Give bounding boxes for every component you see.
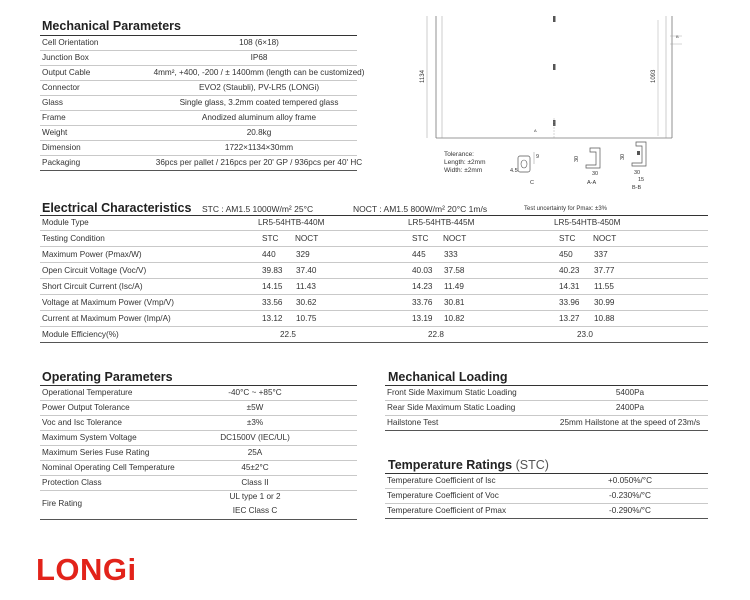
mechanical-label: Weight bbox=[42, 128, 68, 137]
operating-label: Voc and Isc Tolerance bbox=[42, 418, 122, 427]
electrical-label: Short Circuit Current (Isc/A) bbox=[42, 282, 143, 291]
electrical-row bbox=[40, 248, 708, 263]
mechanical-value: 20.8kg bbox=[246, 128, 272, 137]
mechanical-label: Frame bbox=[42, 113, 66, 122]
operating-label: Maximum System Voltage bbox=[42, 433, 137, 442]
dim-15: 15 bbox=[638, 177, 645, 183]
loading-title: Mechanical Loading bbox=[388, 370, 508, 384]
operating-row bbox=[40, 416, 357, 431]
noct-condition: NOCT : AM1.5 800W/m² 20°C 1m/s bbox=[353, 204, 488, 214]
mechanical-row bbox=[40, 81, 357, 96]
temperature-title-suffix: (STC) bbox=[515, 458, 549, 472]
operating-value: ±3% bbox=[246, 418, 264, 427]
electrical-value: 445 bbox=[412, 250, 426, 259]
longi-logo: LONGi bbox=[36, 552, 137, 587]
operating-row bbox=[40, 476, 357, 491]
mechanical-row bbox=[40, 141, 357, 156]
electrical-value: 10.75 bbox=[296, 314, 317, 323]
mechanical-row bbox=[40, 111, 357, 126]
electrical-label: Current at Maximum Power (Imp/A) bbox=[42, 314, 171, 323]
loading-row bbox=[385, 416, 708, 431]
detail-c bbox=[510, 152, 539, 186]
stc-header-1: STC bbox=[262, 234, 279, 243]
module-dimension-drawing bbox=[410, 8, 710, 193]
model-450: LR5-54HTB-450M bbox=[554, 218, 621, 227]
mechanical-value: 108 (6×18) bbox=[239, 38, 279, 47]
efficiency-445: 22.8 bbox=[428, 330, 444, 339]
mechanical-label: Glass bbox=[42, 98, 63, 107]
electrical-value: 11.43 bbox=[296, 282, 316, 291]
electrical-value: 14.31 bbox=[559, 282, 580, 291]
electrical-label: Voltage at Maximum Power (Vmp/V) bbox=[42, 298, 174, 307]
section-mark-a: A bbox=[534, 128, 537, 133]
mechanical-label: Cell Orientation bbox=[42, 38, 99, 47]
mechanical-value: 1722×1134×30mm bbox=[224, 143, 294, 152]
temperature-label: Temperature Coefficient of Pmax bbox=[387, 506, 507, 515]
temperature-row bbox=[385, 489, 708, 504]
electrical-label: Maximum Power (Pmax/W) bbox=[42, 250, 142, 259]
loading-label: Front Side Maximum Static Loading bbox=[387, 388, 517, 397]
mechanical-label: Connector bbox=[42, 83, 80, 92]
mount-hole bbox=[553, 64, 556, 70]
temperature-label: Temperature Coefficient of Voc bbox=[387, 491, 499, 500]
noct-header-3: NOCT bbox=[593, 234, 617, 243]
electrical-value: 40.23 bbox=[559, 266, 580, 275]
mechanical-row bbox=[40, 51, 357, 66]
temperature-value: -0.230%/°C bbox=[609, 491, 651, 500]
temperature-row bbox=[385, 474, 708, 489]
electrical-value: 39.83 bbox=[262, 266, 283, 275]
label-aa: A-A bbox=[587, 180, 597, 186]
operating-label: Power Output Tolerance bbox=[42, 403, 130, 412]
electrical-value: 11.49 bbox=[444, 282, 464, 291]
mechanical-row bbox=[40, 96, 357, 111]
tolerance-title: Tolerance: bbox=[444, 151, 474, 158]
electrical-label: Open Circuit Voltage (Voc/V) bbox=[42, 266, 147, 275]
temperature-value: -0.290%/°C bbox=[609, 506, 651, 515]
electrical-value: 11.55 bbox=[594, 282, 614, 291]
operating-value: -40°C ~ +85°C bbox=[228, 388, 282, 397]
section-bb bbox=[620, 142, 646, 191]
electrical-value: 13.27 bbox=[559, 314, 580, 323]
electrical-value: 13.12 bbox=[262, 314, 283, 323]
electrical-value: 33.76 bbox=[412, 298, 433, 307]
electrical-value: 37.58 bbox=[444, 266, 465, 275]
mechanical-value: Single glass, 3.2mm coated tempered glass bbox=[179, 98, 339, 107]
operating-label: Nominal Operating Cell Temperature bbox=[42, 463, 175, 472]
temperature-title-text: Temperature Ratings bbox=[388, 458, 513, 472]
operating-title: Operating Parameters bbox=[42, 370, 173, 384]
mount-hole bbox=[553, 120, 556, 126]
electrical-value: 40.03 bbox=[412, 266, 433, 275]
electrical-value: 30.62 bbox=[296, 298, 317, 307]
mechanical-value: Anodized aluminum alloy frame bbox=[201, 113, 317, 122]
electrical-value: 37.77 bbox=[594, 266, 615, 275]
tolerance-length: Length: ±2mm bbox=[444, 159, 486, 166]
tolerance-width: Width: ±2mm bbox=[444, 167, 483, 174]
temperature-value: +0.050%/°C bbox=[607, 476, 652, 485]
mechanical-label: Output Cable bbox=[42, 68, 91, 77]
mechanical-label: Junction Box bbox=[42, 53, 89, 62]
loading-value: 5400Pa bbox=[615, 388, 645, 397]
mechanical-label: Packaging bbox=[42, 158, 81, 167]
mechanical-row bbox=[40, 36, 357, 51]
mount-hole bbox=[553, 16, 556, 22]
section-aa bbox=[574, 148, 600, 186]
loading-value: 2400Pa bbox=[615, 403, 645, 412]
module-drawing bbox=[410, 8, 710, 193]
dim-height: 1134 bbox=[420, 70, 426, 83]
electrical-row bbox=[40, 296, 708, 311]
loading-row bbox=[385, 401, 708, 416]
model-440: LR5-54HTB-440M bbox=[258, 218, 325, 227]
operating-row bbox=[40, 401, 357, 416]
loading-value: 25mm Hailstone at the speed of 23m/s bbox=[559, 418, 701, 427]
dim-9: 9 bbox=[536, 154, 540, 160]
fire-rating-label: Fire Rating bbox=[42, 499, 83, 508]
fire-rating-row bbox=[40, 490, 357, 520]
mechanical-value: EVO2 (Staubli), PV-LR5 (LONGi) bbox=[198, 83, 320, 92]
electrical-value: 30.81 bbox=[444, 298, 465, 307]
noct-header-1: NOCT bbox=[295, 234, 319, 243]
electrical-value: 337 bbox=[594, 250, 608, 259]
operating-label: Protection Class bbox=[42, 478, 102, 487]
test-uncertainty: Test uncertainty for Pmax: ±3% bbox=[524, 206, 607, 212]
electrical-row bbox=[40, 280, 708, 295]
temperature-title bbox=[388, 458, 549, 472]
operating-row bbox=[40, 461, 357, 476]
dim-inner: 1093 bbox=[651, 69, 657, 83]
dim-30-a: 30 bbox=[574, 155, 580, 162]
loading-label: Rear Side Maximum Static Loading bbox=[387, 403, 516, 412]
electrical-value: 333 bbox=[444, 250, 458, 259]
stc-condition: STC : AM1.5 1000W/m² 25°C bbox=[202, 204, 314, 214]
operating-value: 45±2°C bbox=[241, 463, 269, 472]
module-type-row bbox=[40, 216, 708, 231]
operating-value: DC1500V (IEC/UL) bbox=[220, 433, 290, 442]
efficiency-440: 22.5 bbox=[280, 330, 296, 339]
noct-header-2: NOCT bbox=[443, 234, 467, 243]
mechanical-value: 4mm², +400, -200 / ± 1400mm (length can be customized) bbox=[153, 68, 365, 77]
electrical-value: 10.88 bbox=[594, 314, 615, 323]
operating-value: 25A bbox=[247, 448, 263, 457]
efficiency-label: Module Efficiency(%) bbox=[42, 330, 119, 339]
operating-label: Operational Temperature bbox=[42, 388, 133, 397]
model-445: LR5-54HTB-445M bbox=[408, 218, 475, 227]
operating-row bbox=[40, 386, 357, 401]
electrical-row bbox=[40, 312, 708, 327]
module-type-label: Module Type bbox=[42, 218, 89, 227]
dim-30-c: 30 bbox=[620, 153, 626, 160]
electrical-value: 33.56 bbox=[262, 298, 283, 307]
mechanical-row bbox=[40, 156, 363, 171]
stc-header-3: STC bbox=[559, 234, 576, 243]
mechanical-value: IP68 bbox=[250, 53, 268, 62]
operating-value: ±5W bbox=[246, 403, 264, 412]
fire-rating-ul: UL type 1 or 2 bbox=[229, 492, 281, 501]
operating-row bbox=[40, 431, 357, 446]
temperature-label: Temperature Coefficient of Isc bbox=[387, 476, 496, 485]
stc-header-2: STC bbox=[412, 234, 429, 243]
dim-30-b: 30 bbox=[592, 171, 599, 177]
operating-label: Maximum Series Fuse Rating bbox=[42, 448, 150, 457]
electrical-value: 30.99 bbox=[594, 298, 615, 307]
testing-condition-row bbox=[40, 232, 708, 247]
electrical-value: 37.40 bbox=[296, 266, 317, 275]
section-mark-b: B bbox=[676, 34, 679, 39]
mechanical-row bbox=[40, 126, 357, 141]
electrical-title: Electrical Characteristics bbox=[42, 201, 192, 215]
electrical-value: 14.15 bbox=[262, 282, 283, 291]
mechanical-row bbox=[40, 66, 365, 81]
operating-value: Class II bbox=[241, 478, 269, 487]
electrical-value: 13.19 bbox=[412, 314, 433, 323]
efficiency-row bbox=[40, 328, 708, 343]
mechanical-title: Mechanical Parameters bbox=[42, 19, 181, 33]
label-c: C bbox=[530, 180, 534, 186]
temperature-row bbox=[385, 504, 708, 519]
electrical-value: 33.96 bbox=[559, 298, 580, 307]
loading-row bbox=[385, 386, 708, 401]
testing-condition-label: Testing Condition bbox=[42, 234, 105, 243]
electrical-value: 14.23 bbox=[412, 282, 433, 291]
electrical-value: 440 bbox=[262, 250, 276, 259]
mechanical-value: 36pcs per pallet / 216pcs per 20' GP / 936pcs per 40' HC bbox=[155, 158, 363, 167]
mechanical-label: Dimension bbox=[42, 143, 81, 152]
efficiency-450: 23.0 bbox=[577, 330, 593, 339]
label-bb: B-B bbox=[632, 185, 642, 191]
dim-4-5: 4.5 bbox=[510, 168, 518, 174]
dim-30-d: 30 bbox=[634, 170, 641, 176]
operating-row bbox=[40, 446, 357, 461]
electrical-value: 450 bbox=[559, 250, 573, 259]
loading-label: Hailstone Test bbox=[387, 418, 439, 427]
electrical-value: 10.82 bbox=[444, 314, 465, 323]
fire-rating-iec: IEC Class C bbox=[232, 506, 278, 515]
electrical-row bbox=[40, 264, 708, 279]
electrical-value: 329 bbox=[296, 250, 310, 259]
